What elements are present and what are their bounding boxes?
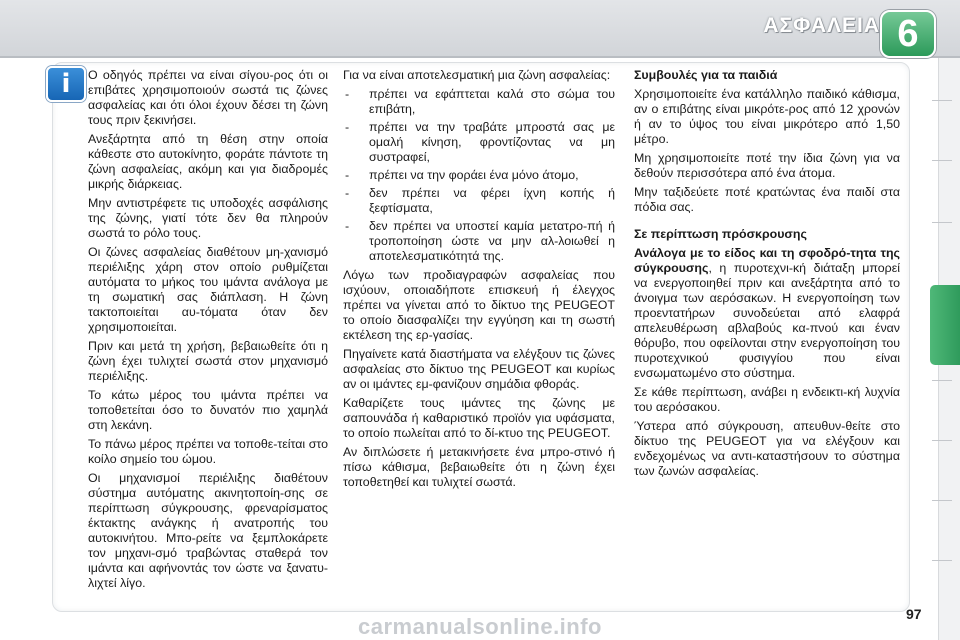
paragraph: Λόγω των προδιαγραφών ασφαλείας που ισχύουν, οποιαδήποτε επισκευή ή έλεγχος πρέπει να γίνεται από το δίκτυο της PEUGEOT το οποίο διασφαλίζει την εγγύηση και τη σωστή εκτέλεση της ερ-γασίας. [343,268,615,342]
list-item: - δεν πρέπει να φέρει ίχνη κοπής ή ξεφτίσματα, [343,186,615,216]
collision-lead-paragraph [634,246,900,381]
paragraph: Το πάνω μέρος πρέπει να τοποθε-τείται στο κοίλο σημείο του ώμου. [88,437,328,466]
watermark: carmanualsonline.info [358,614,602,639]
intro-text: Για να είναι αποτελεσματική μια ζώνη ασφαλείας: [343,68,611,82]
section-title: ΑΣΦΑΛΕΙΑ [763,14,880,37]
collision-lead-bold: Ανάλογα με το είδος και τη σφοδρό-τητα της σύγκρουσης [634,246,900,275]
paragraph: Μη χρησιμοποιείτε ποτέ την ίδια ζώνη για να δεθούν περισσότερα από ένα άτομα. [634,151,900,180]
list-item: - πρέπει να την φοράει ένα μόνο άτομο, [343,168,615,183]
paragraph: Πριν και μετά τη χρήση, βεβαιωθείτε ότι η ζώνη έχει τυλιχτεί σωστά στον μηχανισμό περιέλιξης. [88,339,328,383]
list-item: - πρέπει να την τραβάτε μπροστά σας με ομαλή κίνηση, φροντίζοντας να μη συστραφεί, [343,120,615,165]
paragraph: Ύστερα από σύγκρουση, απευθυν-θείτε στο δίκτυο της PEUGEOT για να ελέγξουν και ενδεχομένως να αντι-καταστήσουν το σύστημα των ζωνών ασφαλείας. [634,419,900,478]
paragraph: Ανεξάρτητα από τη θέση στην οποία κάθεστε στο αυτοκίνητο, φοράτε πάντοτε τη ζώνη ασφαλείας, ακόμη και για διαδρομές μικρής διάρκειας. [88,132,328,191]
tab-divider [932,560,952,561]
column-2 [343,68,615,494]
paragraph: Το κάτω μέρος του ιμάντα πρέπει να τοποθετείται όσο το δυνατόν πιο χαμηλά στη λεκάνη. [88,388,328,432]
header-rule [0,56,960,58]
tab-divider [932,440,952,441]
tab-divider [932,100,952,101]
chapter-tab-active [930,285,960,365]
column-1 [88,68,328,595]
info-icon: i [46,66,86,102]
list-item: - δεν πρέπει να υποστεί καμία μετατρο-πή ή τροποποίηση ώστε να μην αλ-λοιωθεί η αποτελεσματικότητά της. [343,219,615,264]
paragraph: Οι μηχανισμοί περιέλιξης διαθέτουν σύστημα αυτόματης ακινητοποίη-σης σε περίπτωση σύγκρουσης, φρεναρίσματος έκτακτης ανάγκης ή ανατροπής του αυτοκινήτου. Μπο-ρείτε να ξεμπλοκάρετε τον μηχανι-σμό τραβώντας σταθερά τον ιμάντα και αφήνοντάς τον ώστε να ξανατυ-λιχτεί λίγο. [88,471,328,590]
paragraph: Αν διπλώσετε ή μετακινήσετε ένα μπρο-στινό ή πίσω κάθισμα, βεβαιωθείτε ότι η ζώνη έχει τοποθετηθεί και τυλιχτεί σωστά. [343,445,615,489]
list-item: - πρέπει να εφάπτεται καλά στο σώμα του επιβάτη, [343,87,615,117]
paragraph: Καθαρίζετε τους ιμάντες της ζώνης με σαπουνάδα ή καθαριστικό προϊόν για υφάσματα, το οποίο πωλείται από το δί-κτυο της PEUGEOT. [343,396,615,440]
paragraph: Μην ταξιδεύετε ποτέ κρατώντας ένα παιδί στα πόδια σας. [634,185,900,214]
collision-lead-rest: , η πυροτεχνι-κή διάταξη μπορεί να ενεργοποιηθεί πριν και ανεξάρτητα από το άνοιγμα των αερόσακων. Η ενεργοποίηση των προεντατήρων συνοδεύεται από ελαφρά απελευθέρωση αβλαβούς κα-πνού και έναν θόρυβο, που οφείλονται στην ενεργοποίηση του πυροτεχνικού φυσιγγίου που είναι ενσωματωμένο στο σύστημα. [634,261,900,380]
paragraph: Χρησιμοποιείτε ένα κατάλληλο παιδικό κάθισμα, αν ο επιβάτης είναι μικρότε-ρος από 12 χρονών ή αν το ύψος του είναι μικρότερο από 1,50 μέτρο. [634,87,900,146]
paragraph: Οι ζώνες ασφαλείας διαθέτουν μη-χανισμό περιέλιξης χάρη στον οποίο ρυθμίζεται αυτόματα το μήκος του ιμάντα ανάλογα με τη σωματική σας διάπλαση. Η ζώνη τακτοποιείται αυ-τόματα όταν δεν χρησιμοποιείται. [88,245,328,334]
tab-divider [932,222,952,223]
tab-divider [932,500,952,501]
requirements-list [343,87,615,264]
collision-heading: Σε περίπτωση πρόσκρουσης [634,227,807,241]
tab-divider [932,380,952,381]
chapter-badge: 6 [880,10,936,58]
paragraph: Σε κάθε περίπτωση, ανάβει η ενδεικτι-κή λυχνία του αερόσακου. [634,385,900,414]
page-number: 97 [906,606,922,622]
paragraph: Μην αντιστρέφετε τις υποδοχές ασφάλισης της ζώνης, γιατί τότε δεν θα πληρούν σωστά το ρόλο τους. [88,196,328,240]
paragraph: Πηγαίνετε κατά διαστήματα να ελέγξουν τις ζώνες ασφαλείας στο δίκτυο της PEUGEOT και κυρίως αν οι ιμάντες εμ-φανίζουν σημάδια φθοράς. [343,347,615,391]
children-heading: Συμβουλές για τα παιδιά [634,68,778,82]
column-3 [634,68,900,483]
paragraph: Ο οδηγός πρέπει να είναι σίγου-ρος ότι οι επιβάτες χρησιμοποιούν σωστά τις ζώνες ασφαλείας και ότι όλοι έχουν δέσει τη ζώνη τους πριν ξεκινήσει. [88,68,328,127]
tab-divider [932,160,952,161]
